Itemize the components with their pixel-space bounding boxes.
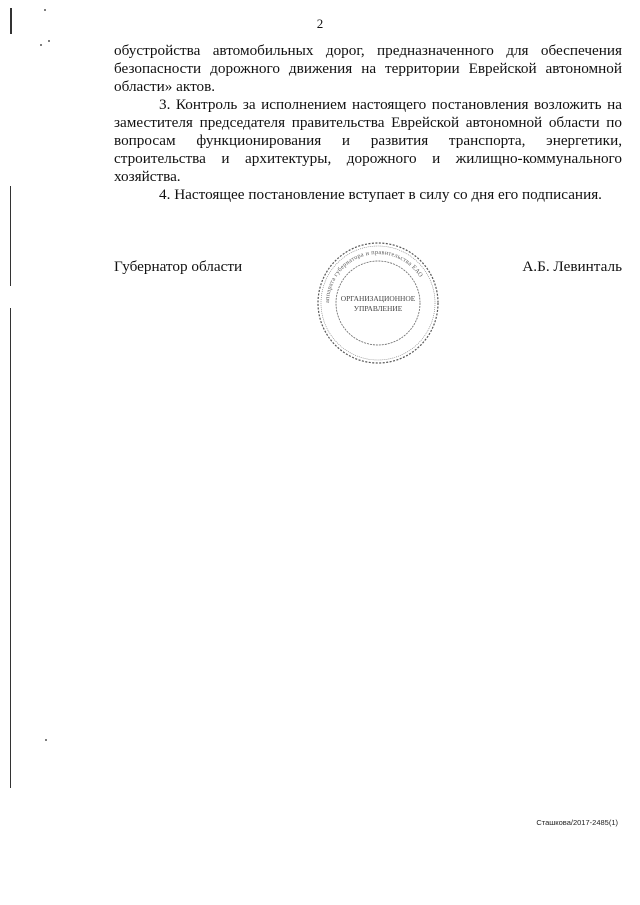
scan-speck xyxy=(48,40,50,42)
stamp-center-line2: УПРАВЛЕНИЕ xyxy=(353,304,403,313)
scan-speck xyxy=(45,739,47,741)
paragraph-4: 4. Настоящее постановление вступает в силу со дня его подписания. xyxy=(159,186,602,203)
paragraph-3: 3. Контроль за исполнением настоящего постановления возложить на заместителя председателя правительства Еврейской автономной области по вопросам функционирования и развития транспорта, энергетики, строительства и архитектуры, дорожного и жилищно-коммунального хозяйства. xyxy=(114,96,622,185)
signatory-position: Губернатор области xyxy=(114,258,243,275)
stamp-ring-text: аппарата губернатора и правительства ЕАО xyxy=(323,248,425,304)
document-id: Сташкова/2017-2485(1) xyxy=(536,818,618,827)
scan-speck xyxy=(44,9,46,11)
official-stamp-icon xyxy=(314,239,442,367)
stamp-center-line1: ОРГАНИЗАЦИОННОЕ xyxy=(340,294,416,303)
scan-margin-line-mid xyxy=(10,186,11,286)
paragraph-continuation: обустройства автомобильных дорог, предназначенного для обеспечения безопасности дорожного движения на территории Еврейской автономной области» актов. xyxy=(114,42,622,95)
scan-speck xyxy=(40,44,42,46)
page-number: 2 xyxy=(316,16,324,31)
signatory-name: А.Б. Левинталь xyxy=(522,258,622,275)
scan-margin-line-bottom xyxy=(10,308,11,788)
document-body xyxy=(114,42,622,204)
